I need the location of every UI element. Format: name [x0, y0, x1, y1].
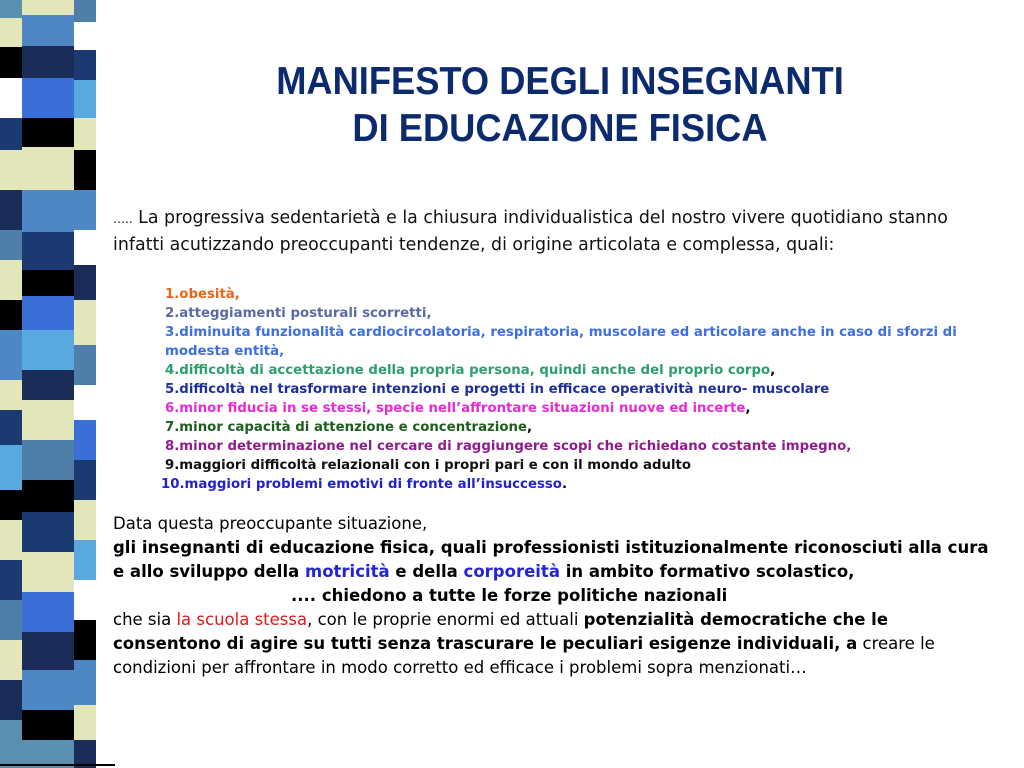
title-line-2: DI EDUCAZIONE FISICA — [352, 107, 768, 150]
stripe-segment — [22, 480, 74, 512]
stripe-segment — [22, 512, 74, 552]
stripe-segment — [74, 0, 96, 22]
stripe-segment — [0, 300, 22, 330]
stripe-segment — [0, 380, 22, 410]
stripe-segment — [22, 670, 74, 710]
stripe-segment — [22, 440, 74, 480]
stripe-segment — [22, 147, 74, 190]
stripe-segment — [22, 592, 74, 632]
stripe-segment — [74, 22, 96, 50]
intro-lead-dots: ….. — [113, 212, 133, 226]
stripe-segment — [22, 710, 74, 740]
stripe-segment — [74, 500, 96, 540]
list-item: 7.minor capacità di attenzione e concentrazione, — [165, 420, 533, 435]
stripe-segment — [22, 15, 74, 46]
stripe-segment — [0, 47, 22, 78]
list-item: 9.maggiori difficoltà relazionali con i propri pari e con il mondo adulto — [165, 458, 692, 473]
closing-section — [113, 512, 993, 680]
stripe-segment — [74, 420, 96, 460]
stripe-segment — [74, 345, 96, 385]
stripe-segment — [74, 50, 96, 80]
closing-paragraph-2: gli insegnanti di educazione fisica, quali professionisti istituzionalmente riconosciuti alla cura e allo sviluppo della motricità e della corporeità in ambito formativo scolastico, — [113, 538, 989, 581]
stripe-base-line — [0, 764, 115, 766]
stripe-segment — [0, 330, 22, 380]
stripe-segment — [0, 490, 22, 520]
stripe-segment — [22, 232, 74, 270]
list-item: 3.diminuita funzionalità cardiocircolatoria, respiratoria, muscolare ed articolare anche in caso di sforzi di modesta entità, — [165, 325, 957, 359]
closing-paragraph-4: che sia la scuola stessa, con le proprie enormi ed attuali potenzialità democratiche che le consentono di agire su tutti senza trascurare le peculiari esigenze individuali, a creare le condizioni per affrontare in modo corretto ed efficace i problemi sopra menzionati… — [113, 610, 935, 677]
stripe-segment — [74, 190, 96, 230]
stripe-segment — [0, 720, 22, 768]
stripe-segment — [22, 270, 74, 296]
word-motricita: motricità — [305, 562, 390, 581]
stripe-band-inner — [74, 0, 96, 768]
title-line-1: MANIFESTO DEGLI INSEGNANTI — [276, 60, 844, 103]
closing-request-line: .... chiedono a tutte le forze politiche nazionali — [291, 586, 728, 605]
phrase-scuola-stessa: la scuola stessa — [176, 610, 308, 629]
stripe-segment — [74, 265, 96, 300]
list-item: 6.minor fiducia in se stessi, specie nell’affrontare situazioni nuove ed incerte, — [165, 401, 751, 416]
stripe-segment — [0, 18, 22, 47]
stripe-segment — [22, 296, 74, 330]
stripe-segment — [0, 230, 22, 260]
stripe-segment — [22, 118, 74, 147]
stripe-band-middle — [22, 0, 74, 768]
stripe-segment — [0, 410, 22, 445]
stripe-segment — [22, 370, 74, 400]
closing-line-1: Data questa preoccupante situazione, — [113, 514, 428, 533]
stripe-segment — [0, 78, 22, 118]
stripe-segment — [0, 600, 22, 640]
list-item: 1.obesità, — [165, 287, 240, 302]
stripe-segment — [0, 560, 22, 600]
stripe-segment — [0, 520, 22, 560]
stripe-segment — [74, 118, 96, 150]
list-item: 5.difficoltà nel trasformare intenzioni e progetti in efficace operatività neuro- muscolare — [165, 382, 830, 397]
stripe-segment — [22, 190, 74, 232]
stripe-segment — [0, 445, 22, 490]
stripe-segment — [22, 0, 74, 15]
stripe-segment — [0, 0, 22, 18]
problem-list — [161, 285, 985, 494]
page-title — [142, 58, 979, 152]
word-corporeita: corporeità — [463, 562, 560, 581]
stripe-segment — [0, 118, 22, 150]
stripe-segment — [74, 80, 96, 118]
list-item: 2.atteggiamenti posturali scorretti, — [165, 306, 432, 321]
stripe-segment — [74, 620, 96, 660]
stripe-segment — [0, 260, 22, 300]
stripe-segment — [22, 330, 74, 370]
stripe-segment — [22, 632, 74, 670]
stripe-segment — [22, 46, 74, 78]
list-item: 10.maggiori problemi emotivi di fronte all’insuccesso. — [161, 477, 567, 492]
stripe-segment — [74, 580, 96, 620]
intro-text: La progressiva sedentarietà e la chiusura individualistica del nostro vivere quotidiano stanno infatti acutizzando preoccupanti tendenze, di origine articolata e complessa, quali: — [113, 208, 948, 255]
stripe-segment — [74, 150, 96, 190]
list-item: 4.difficoltà di accettazione della propria persona, quindi anche del proprio corpo, — [165, 363, 776, 378]
stripe-segment — [0, 190, 22, 230]
stripe-segment — [74, 300, 96, 345]
intro-paragraph — [113, 206, 953, 258]
list-item: 8.minor determinazione nel cercare di raggiungere scopi che richiedano costante impegno, — [165, 439, 852, 454]
stripe-segment — [74, 660, 96, 705]
stripe-segment — [74, 230, 96, 265]
stripe-segment — [0, 640, 22, 680]
stripe-segment — [74, 460, 96, 500]
stripe-segment — [74, 540, 96, 580]
stripe-segment — [22, 552, 74, 592]
stripe-segment — [22, 400, 74, 440]
stripe-segment — [74, 385, 96, 420]
stripe-segment — [22, 78, 74, 118]
stripe-band-outer — [0, 0, 22, 768]
stripe-segment — [74, 705, 96, 740]
stripe-segment — [0, 150, 22, 190]
stripe-segment — [0, 680, 22, 720]
